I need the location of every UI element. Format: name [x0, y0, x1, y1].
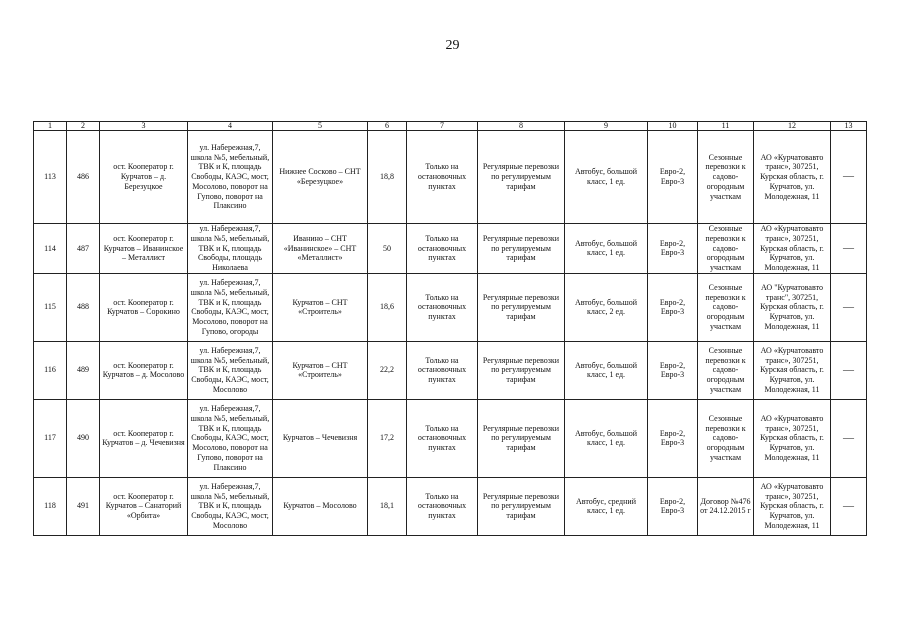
boarding-order: Только на остановочных пунктах [407, 399, 478, 477]
table-row [34, 273, 867, 341]
vehicle-class: Автобус, большой класс, 1 ед. [565, 224, 648, 274]
carrier-info: АО «Курчатовавто транс», 307251, Курская область, г. Курчатов, ул. Молодежная, 11 [754, 477, 831, 535]
route-length: 22,2 [368, 341, 407, 399]
schedule-note: Сезонные перевозки к садово-огородным участкам [698, 399, 754, 477]
eco-class: Евро-2, Евро-3 [648, 273, 698, 341]
schedule-note: Договор №476 от 24.12.2015 г [698, 477, 754, 535]
route-stops: ост. Кооператор г. Курчатов – д. Мосолово [100, 341, 188, 399]
column-number: 5 [273, 122, 368, 131]
route-name: Курчатов – Мосолово [273, 477, 368, 535]
route-streets: ул. Набережная,7, школа №5, мебельный, ТВК и К, площадь Свободы, КАЭС, мост, Мосолово, поворот на Гупово, огороды [188, 273, 273, 341]
vehicle-class: Автобус, большой класс, 1 ед. [565, 399, 648, 477]
column-number: 1 [34, 122, 67, 131]
column-number: 2 [67, 122, 100, 131]
route-streets: ул. Набережная,7, школа №5, мебельный, ТВК и К, площадь Свободы, КАЭС, мост, Мосолово [188, 477, 273, 535]
boarding-order: Только на остановочных пунктах [407, 477, 478, 535]
table-row [34, 131, 867, 224]
row-number: 116 [34, 341, 67, 399]
eco-class: Евро-2, Евро-3 [648, 131, 698, 224]
column-number: 10 [648, 122, 698, 131]
page-number: 29 [445, 38, 460, 53]
schedule-note: Сезонные перевозки к садово-огородным участкам [698, 224, 754, 274]
routes-table [33, 121, 867, 536]
route-stops: ост. Кооператор г. Курчатов – Сорокино [100, 273, 188, 341]
route-stops: ост. Кооператор г. Курчатов – д. Березуцкое [100, 131, 188, 224]
extra-cell: — [831, 341, 867, 399]
route-stops: ост. Кооператор г. Курчатов – д. Чечевизня [100, 399, 188, 477]
route-streets: ул. Набережная,7, школа №5, мебельный, ТВК и К, площадь Свободы, площадь Николаева [188, 224, 273, 274]
route-number: 486 [67, 131, 100, 224]
route-name: Курчатов – СНТ «Строитель» [273, 273, 368, 341]
schedule-note: Сезонные перевозки к садово-огородным участкам [698, 131, 754, 224]
extra-cell: — [831, 224, 867, 274]
eco-class: Евро-2, Евро-3 [648, 341, 698, 399]
boarding-order: Только на остановочных пунктах [407, 131, 478, 224]
transport-type: Регулярные перевозки по регулируемым тарифам [478, 341, 565, 399]
vehicle-class: Автобус, средний класс, 1 ед. [565, 477, 648, 535]
schedule-note: Сезонные перевозки к садово-огородным участкам [698, 273, 754, 341]
column-number: 6 [368, 122, 407, 131]
row-number: 115 [34, 273, 67, 341]
route-stops: ост. Кооператор г. Курчатов – Санаторий «Орбита» [100, 477, 188, 535]
route-length: 17,2 [368, 399, 407, 477]
route-number: 490 [67, 399, 100, 477]
route-length: 18,8 [368, 131, 407, 224]
extra-cell: — [831, 399, 867, 477]
column-number: 11 [698, 122, 754, 131]
row-number: 113 [34, 131, 67, 224]
carrier-info: АО "Курчатовавто транс", 307251, Курская область, г. Курчатов, ул. Молодежная, 11 [754, 273, 831, 341]
route-name: Курчатов – Чечевизня [273, 399, 368, 477]
route-number: 491 [67, 477, 100, 535]
vehicle-class: Автобус, большой класс, 1 ед. [565, 341, 648, 399]
extra-cell: — [831, 273, 867, 341]
route-length: 18,6 [368, 273, 407, 341]
carrier-info: АО «Курчатовавто транс», 307251, Курская область, г. Курчатов, ул. Молодежная, 11 [754, 399, 831, 477]
carrier-info: АО «Курчатовавто транс», 307251, Курская область, г. Курчатов, ул. Молодежная, 11 [754, 131, 831, 224]
route-streets: ул. Набережная,7, школа №5, мебельный, ТВК и К, площадь Свободы, КАЭС, мост, Мосолово, поворот на Гупово, поворот на Плаксино [188, 399, 273, 477]
column-number: 3 [100, 122, 188, 131]
boarding-order: Только на остановочных пунктах [407, 273, 478, 341]
route-name: Нижнее Сосково – СНТ «Березуцкое» [273, 131, 368, 224]
route-streets: ул. Набережная,7, школа №5, мебельный, ТВК и К, площадь Свободы, КАЭС, мост, Мосолово, поворот на Гупово, поворот на Плаксино [188, 131, 273, 224]
extra-cell: — [831, 131, 867, 224]
table-header [34, 122, 867, 131]
row-number: 114 [34, 224, 67, 274]
transport-type: Регулярные перевозки по регулируемым тарифам [478, 399, 565, 477]
table-row [34, 399, 867, 477]
table-row [34, 341, 867, 399]
transport-type: Регулярные перевозки по регулируемым тарифам [478, 224, 565, 274]
column-number: 12 [754, 122, 831, 131]
boarding-order: Только на остановочных пунктах [407, 341, 478, 399]
transport-type: Регулярные перевозки по регулируемым тарифам [478, 273, 565, 341]
route-name: Иванино – СНТ «Иванинское» – СНТ «Металлист» [273, 224, 368, 274]
route-length: 18,1 [368, 477, 407, 535]
carrier-info: АО «Курчатовавто транс», 307251, Курская область, г. Курчатов, ул. Молодежная, 11 [754, 224, 831, 274]
transport-type: Регулярные перевозки по регулируемым тарифам [478, 131, 565, 224]
route-number: 489 [67, 341, 100, 399]
table-row [34, 477, 867, 535]
route-number: 488 [67, 273, 100, 341]
row-number: 118 [34, 477, 67, 535]
boarding-order: Только на остановочных пунктах [407, 224, 478, 274]
transport-type: Регулярные перевозки по регулируемым тарифам [478, 477, 565, 535]
eco-class: Евро-2, Евро-3 [648, 399, 698, 477]
carrier-info: АО «Курчатовавто транс», 307251, Курская область, г. Курчатов, ул. Молодежная, 11 [754, 341, 831, 399]
route-streets: ул. Набережная,7, школа №5, мебельный, ТВК и К, площадь Свободы, КАЭС, мост, Мосолово [188, 341, 273, 399]
header-row [34, 122, 867, 131]
column-number: 4 [188, 122, 273, 131]
row-number: 117 [34, 399, 67, 477]
route-length: 50 [368, 224, 407, 274]
route-number: 487 [67, 224, 100, 274]
route-name: Курчатов – СНТ «Строитель» [273, 341, 368, 399]
column-number: 8 [478, 122, 565, 131]
column-number: 13 [831, 122, 867, 131]
table-body [34, 131, 867, 536]
vehicle-class: Автобус, большой класс, 1 ед. [565, 131, 648, 224]
column-number: 9 [565, 122, 648, 131]
table-row [34, 224, 867, 274]
eco-class: Евро-2, Евро-3 [648, 477, 698, 535]
extra-cell: — [831, 477, 867, 535]
vehicle-class: Автобус, большой класс, 2 ед. [565, 273, 648, 341]
schedule-note: Сезонные перевозки к садово-огородным участкам [698, 341, 754, 399]
column-number: 7 [407, 122, 478, 131]
route-stops: ост. Кооператор г. Курчатов – Иванинское – Металлист [100, 224, 188, 274]
eco-class: Евро-2, Евро-3 [648, 224, 698, 274]
